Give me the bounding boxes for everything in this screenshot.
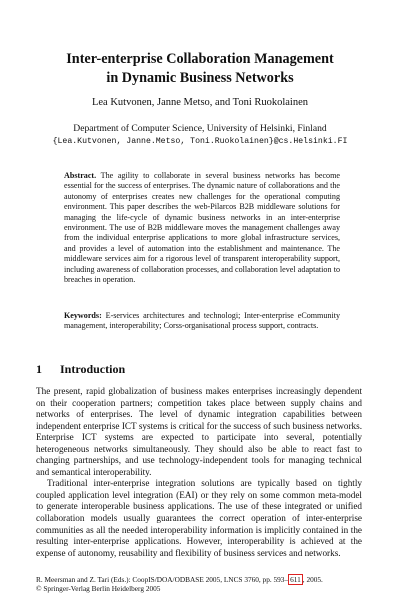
- author-list: Lea Kutvonen, Janne Metso, and Toni Ruokolainen: [91, 97, 309, 108]
- footer-line-1: [36, 575, 366, 584]
- keywords-label: Keywords:: [64, 311, 102, 320]
- author-emails: {Lea.Kutvonen, Janne.Metso, Toni.Ruokolainen}@cs.Helsinki.FI: [52, 136, 348, 146]
- affiliation-block: [20, 123, 380, 148]
- footer-citation: [36, 575, 366, 594]
- copyright: © Springer-Verlag Berlin Heidelberg 2005: [36, 584, 161, 594]
- abstract: [64, 171, 340, 285]
- page-reference-link[interactable]: 611: [290, 575, 301, 584]
- paper-title: [20, 50, 380, 88]
- paragraph: The present, rapid globalization of business makes enterprises increasingly dependent on their cooperation partners; competition takes place between supply chains and networks of enterprises. The level of dynamic integration capabilities between independent enterprise ICT systems is critical for the success of such business networks. Enterprise ICT systems are expected to participate into several, potentially heterogeneous networks simultaneously. They should also be able to react fast to changing partnerships, and use technology-independent tools for managing technical and semantical interoperability.: [36, 386, 362, 477]
- affiliation: Department of Computer Science, University of Helsinki, Finland: [73, 123, 327, 134]
- keywords: [64, 311, 340, 332]
- title-line-1: Inter-enterprise Collaboration Management: [66, 51, 334, 67]
- keywords-text: E-services architectures and technologi; Inter-enterprise eCommunity management, interoperability; Corss-organisational process support, contracts.: [64, 311, 340, 331]
- title-line-2: in Dynamic Business Networks: [106, 70, 294, 86]
- footer-citation-end: , 2005.: [302, 575, 323, 584]
- section-heading: [36, 362, 125, 377]
- section-title: Introduction: [60, 362, 126, 376]
- footer-citation-text: R. Meersman and Z. Tari (Eds.): CoopIS/DOA/ODBASE 2005, LNCS 3760, pp. 593–: [36, 575, 289, 584]
- paragraph: Traditional inter-enterprise integration solutions are typically based on tightly coupled application level integration (EAI) or they rely on some common meta-model to generate interoperable business applications. The use of these integrated or unified collaboration models usually guarantees the correct operation of inter-enterprise communities as all the needed interoperability information is implicitly contained in the resulting inter-enterprise applications. However, interoperability is achieved at the expense of autonomy, reusability and flexibility of business services and networks.: [36, 478, 362, 558]
- abstract-text: The agility to collaborate in several business networks has become essential for the success of enterprises. The dynamic nature of collaborations and the autonomy of enterprises creates new challenges for the operational computing environment. This paper describes the web-Pilarcos B2B middleware solutions for managing the life-cycle of dynamic business networks in an inter-enterprise environment. The use of B2B middleware moves the management challenges away from the individual enterprise applications to more global infrastructure services, and provides a level of automation into the establishment and maintenance. The middleware services aim for a rigorous level of transparent interoperability support, including awareness of collaboration processes, and collaboration level adaptation to breaches in operation.: [64, 171, 340, 285]
- body-text: [36, 386, 362, 559]
- section-number: 1: [36, 362, 42, 376]
- abstract-label: Abstract.: [64, 171, 97, 180]
